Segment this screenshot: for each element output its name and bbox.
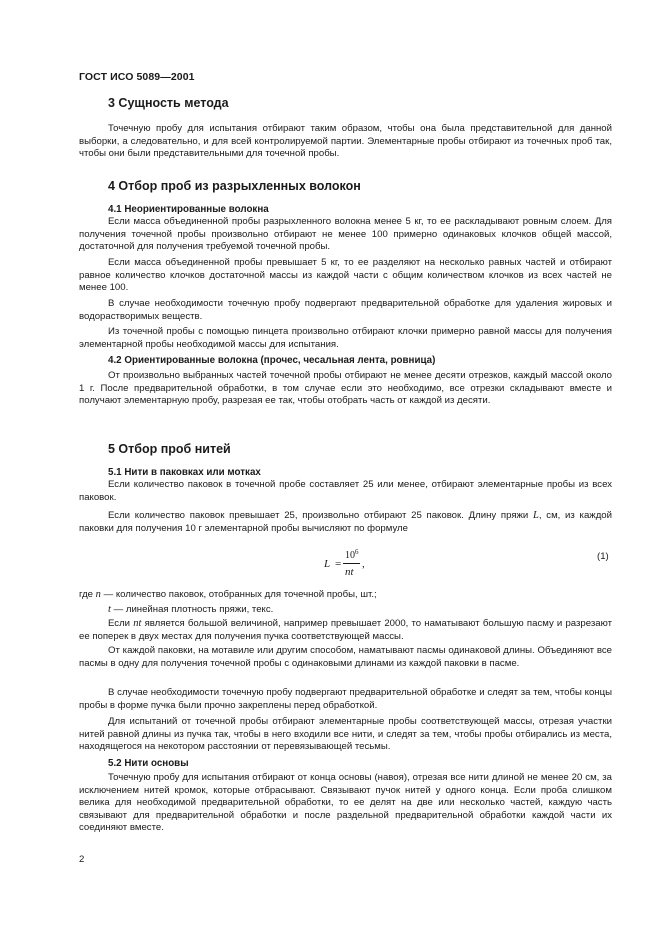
section-4-1-paragraph-1: Если масса объединенной пробы разрыхленного волокна менее 5 кг, то ее раскладывают ровным слоем. Для получения точечной пробы произвольно отбирают не менее 100 примерно одинаковых клочков общей массой, достаточной для получения требуемой точечной пробы. xyxy=(79,216,612,253)
section-5-1-paragraph-1: Если количество паковок в точечной пробе составляет 25 или менее, отбирают элементарные пробы из всех паковок. xyxy=(79,479,612,503)
section-4-2-title: 4.2 Ориентированные волокна (прочес, чесальная лента, ровница) xyxy=(108,355,436,366)
page-number: 2 xyxy=(79,854,85,865)
section-3-title: 3 Сущность метода xyxy=(108,96,229,110)
formula-equals: = xyxy=(335,558,342,570)
formula-1 xyxy=(324,548,384,582)
formula-exponent: 6 xyxy=(355,548,359,556)
formula-denominator: nt xyxy=(345,566,354,578)
section-5-2-title: 5.2 Нити основы xyxy=(108,758,189,769)
text-run: Если количество паковок превышает 25, произвольно отбирают 25 паковок. Длину пряжи xyxy=(108,510,534,521)
standard-header: ГОСТ ИСО 5089—2001 xyxy=(79,71,195,83)
section-5-1-paragraph-6: Для испытаний от точечной пробы отбирают элементарные пробы соответствующей массы, отрезая участки нитей равной длины из пучка так, чтобы в него входили все нити, и следят за тем, чтобы пробы отбирались из места, находящегося на некотором расстоянии от перевязывающей тесьмы. xyxy=(79,716,612,753)
section-5-title: 5 Отбор проб нитей xyxy=(108,442,231,456)
variable-t: t xyxy=(108,604,111,615)
variable-L: L xyxy=(533,510,539,521)
fraction-bar xyxy=(343,563,360,564)
text-run: является большой величиной, например превышает 2000, то наматывают большую пасму и разрезают ее поперек в двух местах для получения пучка соответствующей массы. xyxy=(79,618,612,642)
variable-n: n xyxy=(95,589,101,600)
section-5-1-title: 5.1 Нити в паковках или мотках xyxy=(108,467,261,478)
section-3-paragraph: Точечную пробу для испытания отбирают таким образом, чтобы она была представительной для данной выборки, а следовательно, и для всей контролируемой партии. Элементарные пробы отбирают из точечных проб так, чтобы они были представительными для точечной пробы. xyxy=(79,123,612,160)
section-4-1-title: 4.1 Неориентированные волокна xyxy=(108,204,269,215)
formula-lhs: L xyxy=(324,558,331,570)
section-4-1-paragraph-3: В случае необходимости точечную пробу подвергают предварительной обработке для удаления жировых и водорастворимых веществ. xyxy=(79,298,612,322)
variable-nt: nt xyxy=(133,618,142,629)
where-t-line xyxy=(108,604,273,615)
section-5-1-paragraph-3 xyxy=(79,618,612,643)
equation-number: (1) xyxy=(597,551,609,562)
text-run: — количество паковок, отобранных для точечной пробы, шт.; xyxy=(100,589,377,600)
text-run: Если xyxy=(108,618,134,629)
section-5-1-paragraph-5: В случае необходимости точечную пробу подвергают предварительной обработке и следят за тем, чтобы концы пробы в форме пучка были прочно закреплены перед обработкой. xyxy=(79,687,612,711)
formula-base: 10 xyxy=(345,550,355,561)
section-4-title: 4 Отбор проб из разрыхленных волокон xyxy=(108,179,361,193)
text-run: где xyxy=(79,589,96,600)
formula-comma: , xyxy=(362,558,365,570)
section-5-2-paragraph: Точечную пробу для испытания отбирают от конца основы (навоя), отрезая все нити длиной не менее 20 см, за исключением нитей кромок, которые отбрасывают. Связывают пучок нитей у одного конца. Если проба слишком велика для необходимой предварительной обработки, то ее делят на две или несколько частей, каждую часть связывают для предварительной обработки и после раздельной предварительной обработки каждой части их соединяют вместе. xyxy=(79,772,612,834)
where-n-line xyxy=(79,589,377,600)
text-run: , см, из каждой паковки для получения 10 г элементарной пробы вычисляют по формуле xyxy=(79,510,613,534)
section-4-1-paragraph-4: Из точечной пробы с помощью пинцета произвольно отбирают клочки примерно равной массы для получения элементарной пробы необходимой массы для испытания. xyxy=(79,326,612,350)
formula-numerator xyxy=(345,548,359,561)
section-5-1-paragraph-2 xyxy=(79,510,612,535)
section-5-1-paragraph-4: От каждой паковки, на мотавиле или другим способом, наматывают пасмы одинаковой длины. Объединяют все пасмы в одну для получения точечной пробы с одинаковыми длинами из каждой паковки в пасме. xyxy=(79,645,612,669)
text-run: — линейная плотность пряжи, текс. xyxy=(110,604,274,615)
section-4-2-paragraph: От произвольно выбранных частей точечной пробы отбирают не менее десяти отрезков, каждый массой около 1 г. После предварительной обработки, в том случае если это необходимо, все отрезки складывают вместе и получают элементарную пробу, разрезая ее так, чтобы отобрать часть от каждой из десяти. xyxy=(79,370,612,407)
section-4-1-paragraph-2: Если масса объединенной пробы превышает 5 кг, то ее разделяют на несколько равных частей и отбирают равное количество клочков достаточной массы из каждой части с общим количеством клочков из всех частей не менее 100. xyxy=(79,257,612,294)
